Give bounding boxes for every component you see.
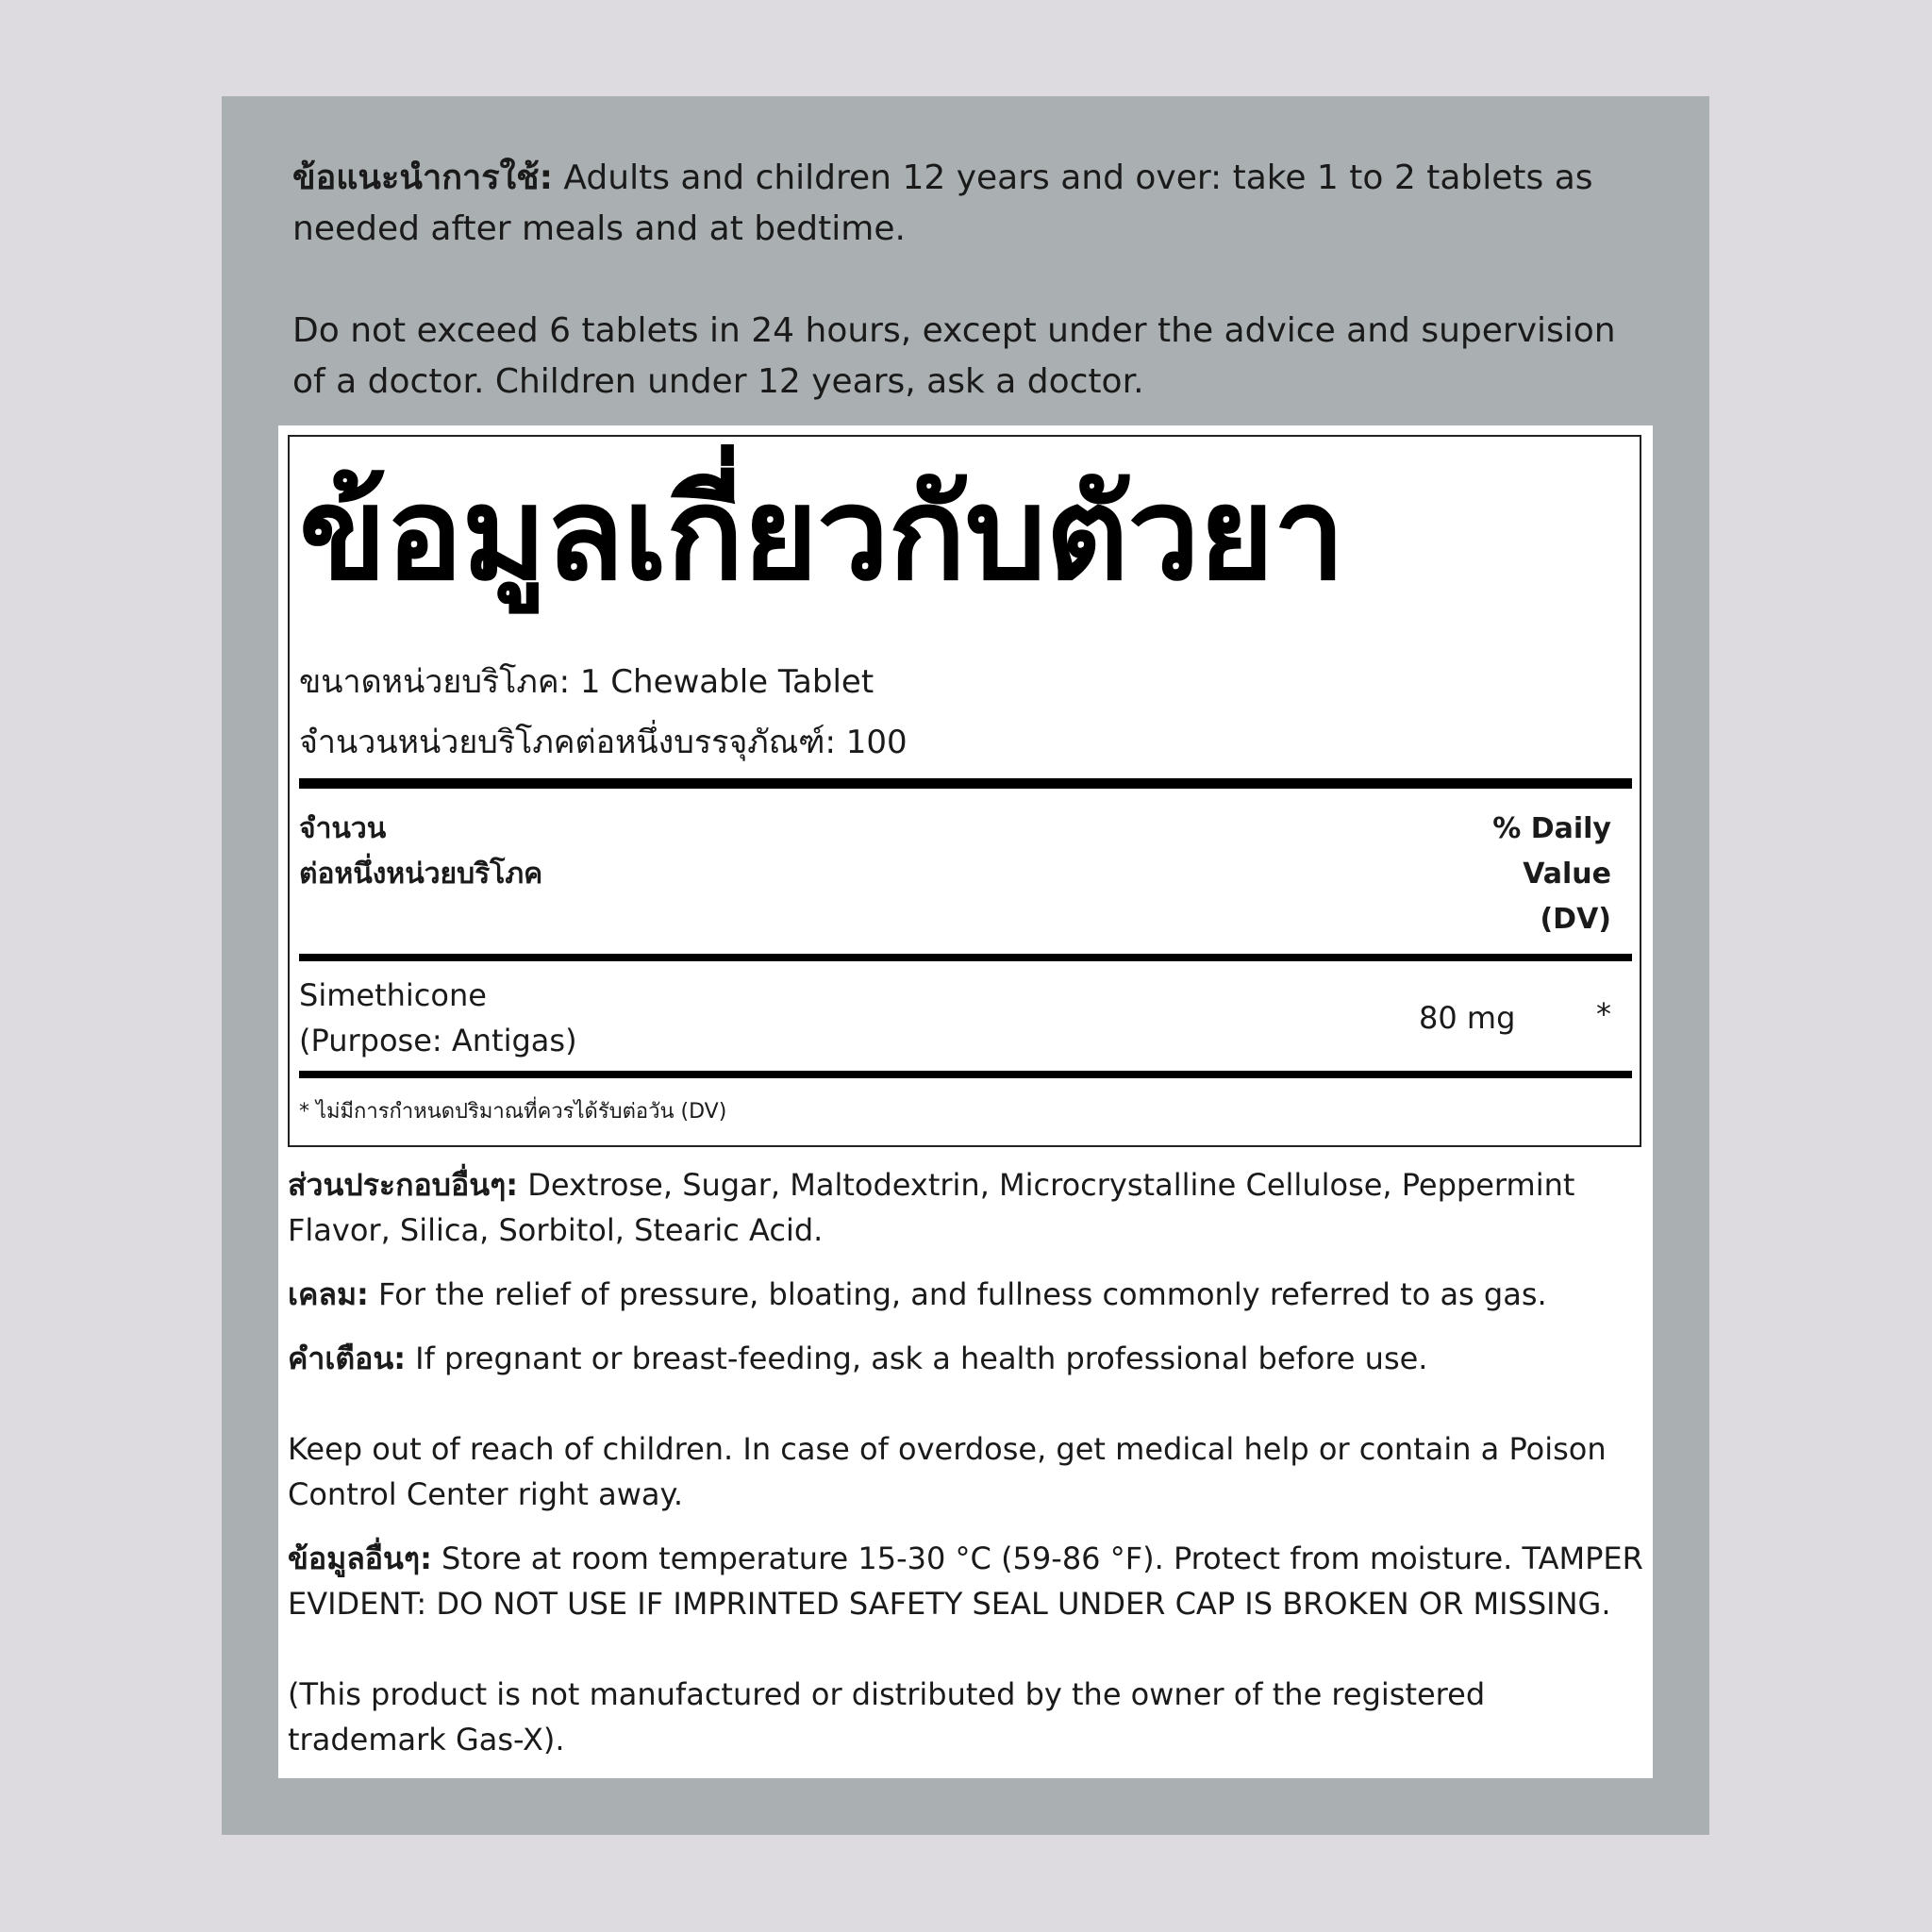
other-info [288, 1536, 1646, 1626]
directions-paragraph [292, 153, 1641, 255]
label-panel [222, 96, 1709, 1835]
serving-size: ขนาดหน่วยบริโภค: 1 Chewable Tablet [299, 663, 874, 701]
other-info-text: Store at room temperature 15-30 °C (59-86 °F). Protect from moisture. TAMPER EVIDENT: DO NOT USE IF IMPRINTED SAFETY SEAL UNDER CAP IS BROKEN OR MISSING. [288, 1541, 1643, 1622]
dv-footnote: * ไม่มีการกำหนดปริมาณที่ควรได้รับต่อวัน (DV) [299, 1100, 727, 1124]
directions-label: ข้อแนะนำการใช้: [292, 158, 553, 197]
ingredient-name [299, 973, 577, 1063]
directions-text: Adults and children 12 years and over: take 1 to 2 tablets as needed after meals and at bedtime. [292, 158, 1593, 248]
amount-per-serving-header [299, 807, 542, 897]
claims-label: เคลม: [288, 1276, 369, 1312]
ingredient-name-text: Simethicone [299, 977, 487, 1013]
directions-limit-text: Do not exceed 6 tablets in 24 hours, except under the advice and supervision of a doctor. Children under 12 years, ask a doctor. [292, 311, 1616, 401]
other-ingredients-text: Dextrose, Sugar, Maltodextrin, Microcrystalline Cellulose, Peppermint Flavor, Silica, Sorbitol, Stearic Acid. [288, 1167, 1575, 1248]
header-right-line: (DV) [1540, 903, 1611, 936]
other-info-label: ข้อมูลอื่นๆ: [288, 1541, 432, 1576]
divider-thick [299, 778, 1632, 789]
directions-section [292, 153, 1641, 408]
other-ingredients-label: ส่วนประกอบอื่นๆ: [288, 1167, 519, 1203]
ingredient-daily-value: * [1596, 996, 1611, 1032]
trademark-disclaimer: (This product is not manufactured or distributed by the owner of the registered trademark Gas-X). [288, 1676, 1486, 1757]
daily-value-header [1492, 807, 1611, 942]
facts-title: ข้อมูลเกี่ยวกับตัวยา [299, 460, 1344, 609]
servings-per-container: จำนวนหน่วยบริโภคต่อหนึ่งบรรจุภัณฑ์: 100 [299, 724, 908, 761]
divider-thick [299, 1071, 1632, 1078]
warnings [288, 1336, 1646, 1381]
header-left-line: ต่อหนึ่งหน่วยบริโภค [299, 858, 543, 891]
drug-facts-box [288, 435, 1641, 1147]
header-right-line: Value [1523, 858, 1611, 891]
product-info [288, 1162, 1646, 1781]
ingredient-purpose: (Purpose: Antigas) [299, 1023, 577, 1058]
claims-text: For the relief of pressure, bloating, and fullness commonly referred to as gas. [368, 1276, 1547, 1312]
warnings-text: If pregnant or breast-feeding, ask a health professional before use. [405, 1341, 1428, 1376]
other-ingredients [288, 1162, 1646, 1253]
header-right-line: % Daily [1492, 812, 1611, 845]
warnings-children: Keep out of reach of children. In case of overdose, get medical help or contain a Poison Control Center right away. [288, 1431, 1607, 1512]
claims [288, 1272, 1646, 1317]
header-left-line: จำนวน [299, 812, 387, 845]
divider-thick [299, 954, 1632, 961]
ingredient-amount: 80 mg [1419, 1000, 1516, 1036]
facts-card [278, 425, 1653, 1778]
warnings-label: คำเตือน: [288, 1341, 406, 1376]
